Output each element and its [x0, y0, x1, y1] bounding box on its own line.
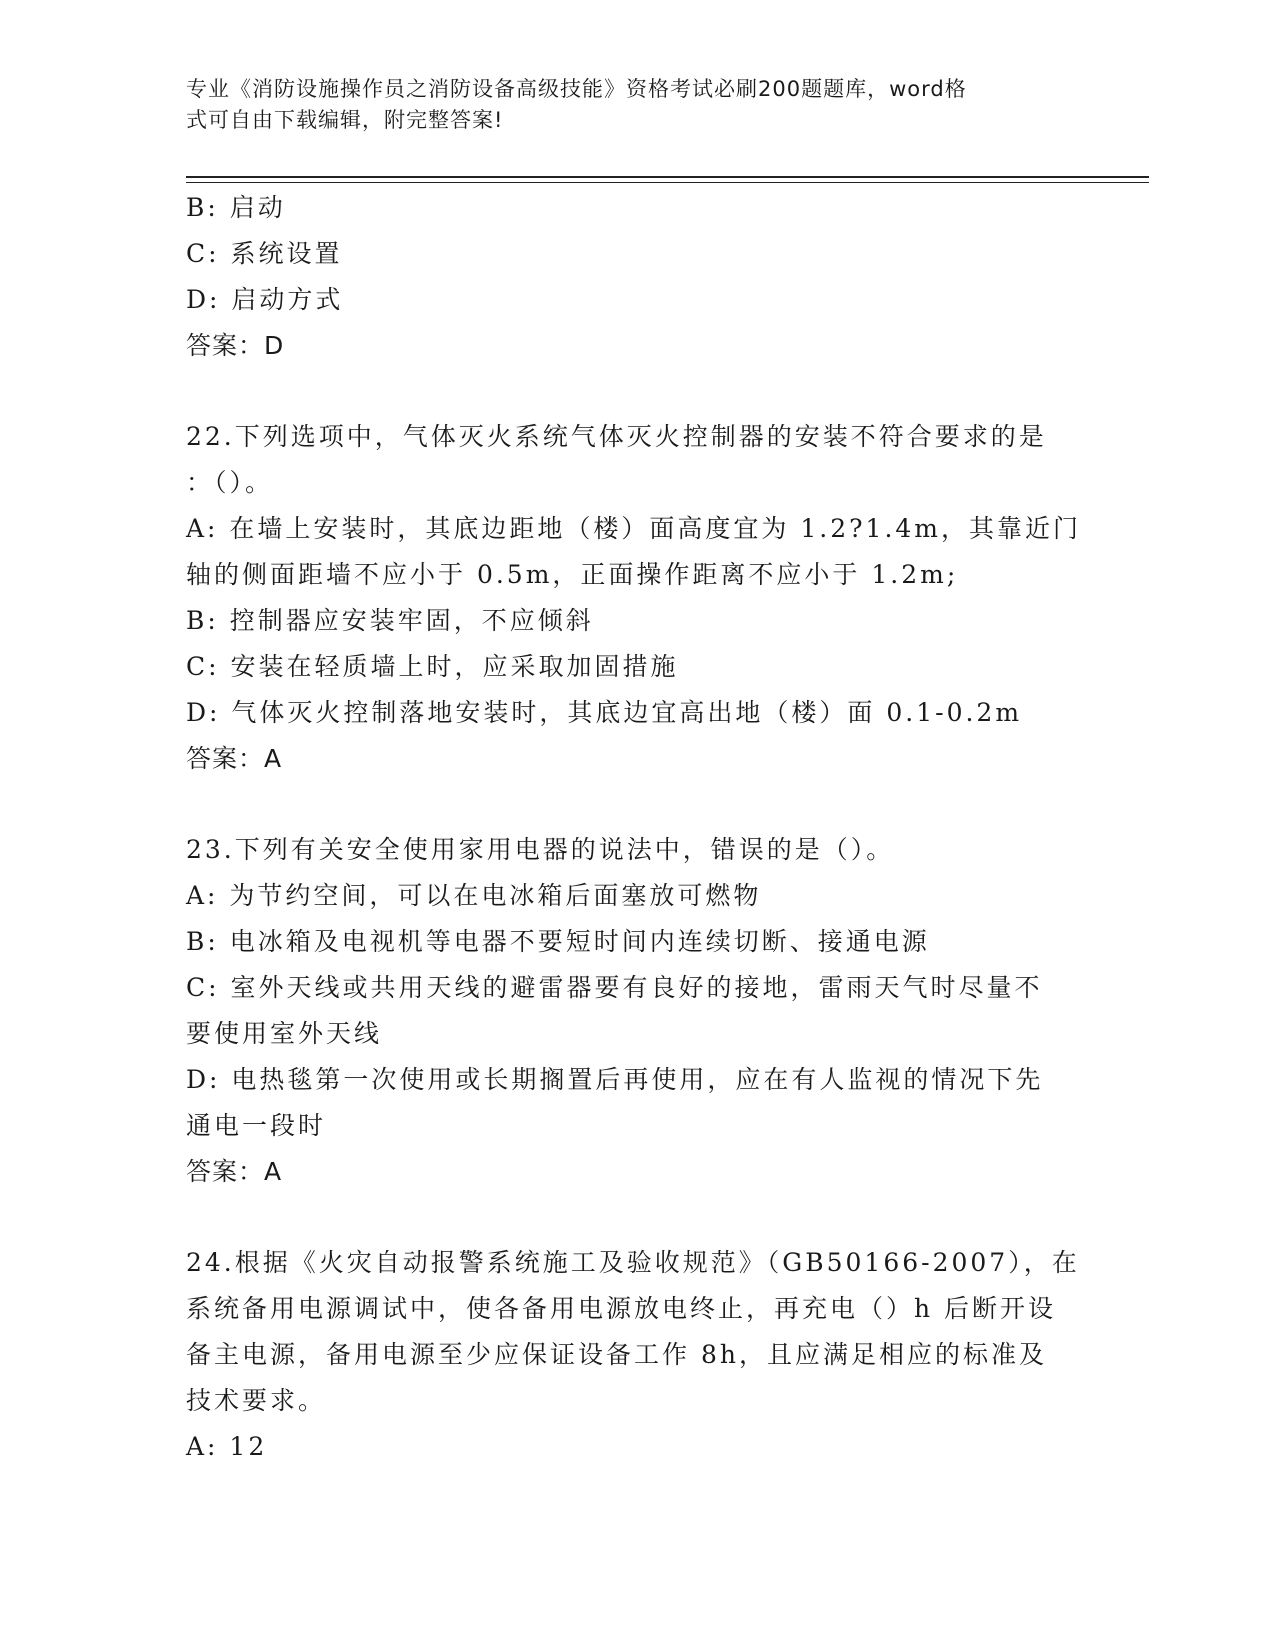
option-c: C: 系统设置 [186, 239, 343, 268]
answer: 答案：A [186, 1157, 283, 1186]
question-24 [186, 1240, 1086, 1470]
option-c-line: 要使用室外天线 [186, 1019, 383, 1048]
question-content [186, 185, 1086, 1470]
question-stem-line: 系统备用电源调试中，使各备用电源放电终止，再充电（）h 后断开设 [186, 1294, 1057, 1323]
answer: 答案：A [186, 744, 283, 773]
option-d-line: 通电一段时 [186, 1111, 327, 1140]
option-d: D: 气体灭火控制落地安装时，其底边宜高出地（楼）面 0.1-0.2m [186, 698, 1023, 727]
option-c: C: 安装在轻质墙上时，应采取加固措施 [186, 652, 679, 681]
question-stem-line: 备主电源，备用电源至少应保证设备工作 8h，且应满足相应的标准及 [186, 1340, 1047, 1369]
option-c-line: C: 室外天线或共用天线的避雷器要有良好的接地，雷雨天气时尽量不 [186, 973, 1043, 1002]
question-stem-line: 22.下列选项中，气体灭火系统气体灭火控制器的安装不符合要求的是 [186, 422, 1047, 451]
question-stem-line: 技术要求。 [186, 1386, 327, 1415]
question-stem-line: ：（）。 [186, 468, 274, 497]
question-stem-line: 24.根据《火灾自动报警系统施工及验收规范》（GB50166-2007），在 [186, 1248, 1080, 1277]
answer: 答案：D [186, 331, 285, 360]
option-d: D: 启动方式 [186, 285, 344, 314]
header-line-1: 专业《消防设施操作员之消防设备高级技能》资格考试必刷200题题库，word格 [186, 77, 967, 101]
question-stem: 23.下列有关安全使用家用电器的说法中，错误的是（）。 [186, 835, 895, 864]
header-divider-top [186, 176, 1149, 178]
option-b: B: 电冰箱及电视机等电器不要短时间内连续切断、接通电源 [186, 927, 930, 956]
document-header [186, 74, 1066, 136]
header-divider-bottom [186, 182, 1149, 183]
option-a: A: 为节约空间，可以在电冰箱后面塞放可燃物 [186, 881, 762, 910]
spacer [186, 369, 1086, 414]
spacer [186, 1195, 1086, 1240]
option-b: B: 启动 [186, 193, 286, 222]
question-21-tail [186, 185, 1086, 369]
option-a-line: A: 在墙上安装时，其底边距地（楼）面高度宜为 1.2?1.4m，其靠近门 [186, 514, 1081, 543]
spacer [186, 782, 1086, 827]
option-d-line: D: 电热毯第一次使用或长期搁置后再使用，应在有人监视的情况下先 [186, 1065, 1044, 1094]
header-line-2: 式可自由下载编辑，附完整答案! [186, 108, 504, 132]
option-a-line: 轴的侧面距墙不应小于 0.5m，正面操作距离不应小于 1.2m; [186, 560, 959, 589]
option-a: A: 12 [186, 1432, 268, 1461]
question-22 [186, 414, 1086, 782]
question-23 [186, 827, 1086, 1195]
option-b: B: 控制器应安装牢固，不应倾斜 [186, 606, 594, 635]
